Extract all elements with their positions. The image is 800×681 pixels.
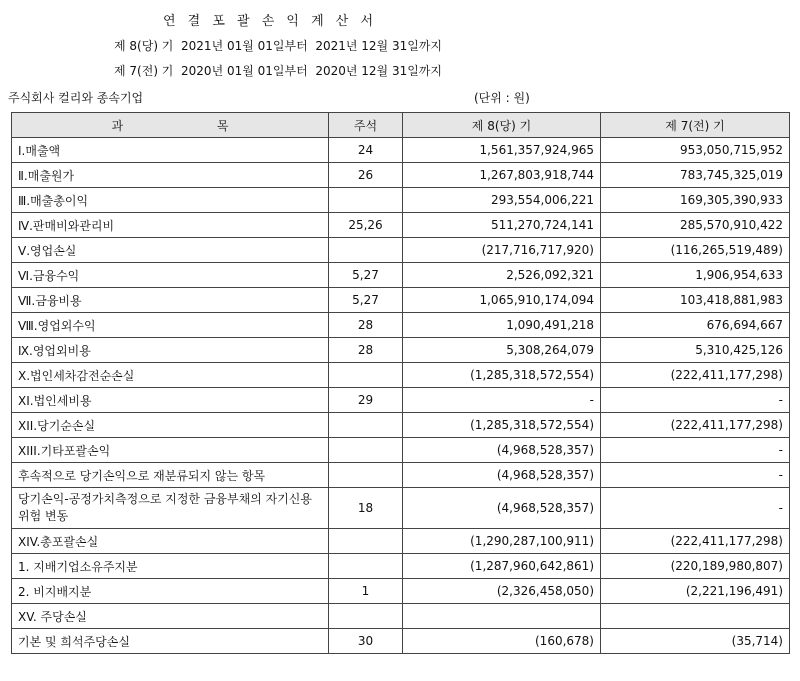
row-name: 1. 지배기업소유주지분	[12, 554, 329, 579]
row-prior: (222,411,177,298)	[601, 529, 790, 554]
row-current	[403, 604, 601, 629]
unit-label: (단위 : 원)	[474, 91, 530, 105]
table-row	[12, 138, 790, 163]
row-current: 1,090,491,218	[403, 313, 601, 338]
period-current: 제 8(당) 기 2021년 01월 01일부터 2021년 12월 31일까지	[114, 39, 442, 53]
table-row	[12, 313, 790, 338]
row-note: 25,26	[329, 213, 403, 238]
row-name: XIII.기타포괄손익	[12, 438, 329, 463]
row-current: 1,561,357,924,965	[403, 138, 601, 163]
row-name: Ⅰ.매출액	[12, 138, 329, 163]
table-row	[12, 388, 790, 413]
table-row	[12, 238, 790, 263]
row-name: 기본 및 희석주당손실	[12, 629, 329, 654]
row-name: Ⅵ.금융수익	[12, 263, 329, 288]
table-row	[12, 529, 790, 554]
row-current: (217,716,717,920)	[403, 238, 601, 263]
row-note	[329, 413, 403, 438]
row-current: 5,308,264,079	[403, 338, 601, 363]
period-prior: 제 7(전) 기 2020년 01월 01일부터 2020년 12월 31일까지	[114, 64, 442, 78]
row-note: 1	[329, 579, 403, 604]
row-prior: -	[601, 388, 790, 413]
row-note: 30	[329, 629, 403, 654]
income-statement-table	[11, 112, 790, 654]
row-name: XV. 주당손실	[12, 604, 329, 629]
row-note	[329, 363, 403, 388]
row-prior: 953,050,715,952	[601, 138, 790, 163]
row-note	[329, 604, 403, 629]
row-note	[329, 554, 403, 579]
row-current: (1,285,318,572,554)	[403, 363, 601, 388]
row-note: 24	[329, 138, 403, 163]
column-header-prior: 제 7(전) 기	[601, 113, 790, 138]
row-note	[329, 438, 403, 463]
row-current: (4,968,528,357)	[403, 438, 601, 463]
row-note: 26	[329, 163, 403, 188]
row-current: (1,287,960,642,861)	[403, 554, 601, 579]
row-prior: (35,714)	[601, 629, 790, 654]
table-row	[12, 413, 790, 438]
row-name: XI.법인세비용	[12, 388, 329, 413]
row-note: 29	[329, 388, 403, 413]
row-prior	[601, 604, 790, 629]
row-note: 5,27	[329, 263, 403, 288]
row-prior: 169,305,390,933	[601, 188, 790, 213]
row-current: 1,065,910,174,094	[403, 288, 601, 313]
row-note	[329, 463, 403, 488]
table-row	[12, 438, 790, 463]
row-note: 28	[329, 313, 403, 338]
row-name: Ⅷ.영업외수익	[12, 313, 329, 338]
row-name: Ⅶ.금융비용	[12, 288, 329, 313]
table-row	[12, 263, 790, 288]
column-header-note: 주석	[329, 113, 403, 138]
row-current: -	[403, 388, 601, 413]
row-name: XII.당기순손실	[12, 413, 329, 438]
table-row	[12, 579, 790, 604]
row-name: Ⅹ.법인세차감전순손실	[12, 363, 329, 388]
table-row	[12, 363, 790, 388]
row-note: 5,27	[329, 288, 403, 313]
row-current: (4,968,528,357)	[403, 463, 601, 488]
row-note: 28	[329, 338, 403, 363]
row-note	[329, 529, 403, 554]
row-current: (4,968,528,357)	[403, 488, 601, 529]
row-name: XIV.총포괄손실	[12, 529, 329, 554]
row-current: (2,326,458,050)	[403, 579, 601, 604]
row-note	[329, 238, 403, 263]
table-row	[12, 629, 790, 654]
table-row	[12, 463, 790, 488]
row-name: Ⅳ.판매비와관리비	[12, 213, 329, 238]
table-row	[12, 188, 790, 213]
row-current: (1,290,287,100,911)	[403, 529, 601, 554]
row-current: 1,267,803,918,744	[403, 163, 601, 188]
row-name: Ⅱ.매출원가	[12, 163, 329, 188]
row-prior: 5,310,425,126	[601, 338, 790, 363]
table-row	[12, 488, 790, 529]
statement-title: 연 결 포 괄 손 익 계 산 서	[162, 14, 378, 29]
table-row	[12, 338, 790, 363]
row-current: (160,678)	[403, 629, 601, 654]
row-prior: 285,570,910,422	[601, 213, 790, 238]
row-current: 293,554,006,221	[403, 188, 601, 213]
row-prior: 783,745,325,019	[601, 163, 790, 188]
row-name: Ⅲ.매출총이익	[12, 188, 329, 213]
row-prior: (220,189,980,807)	[601, 554, 790, 579]
row-name: 2. 비지배지분	[12, 579, 329, 604]
company-name: 주식회사 컬리와 종속기업	[8, 91, 144, 105]
row-prior: -	[601, 463, 790, 488]
row-note	[329, 188, 403, 213]
table-row	[12, 554, 790, 579]
row-prior: (222,411,177,298)	[601, 363, 790, 388]
row-prior: -	[601, 488, 790, 529]
row-prior: (222,411,177,298)	[601, 413, 790, 438]
table-row	[12, 213, 790, 238]
row-note: 18	[329, 488, 403, 529]
row-name: 후속적으로 당기손익으로 재분류되지 않는 항목	[12, 463, 329, 488]
row-current: 2,526,092,321	[403, 263, 601, 288]
row-prior: (116,265,519,489)	[601, 238, 790, 263]
table-row	[12, 604, 790, 629]
table-row	[12, 288, 790, 313]
row-prior: 103,418,881,983	[601, 288, 790, 313]
row-current: (1,285,318,572,554)	[403, 413, 601, 438]
column-header-current: 제 8(당) 기	[403, 113, 601, 138]
row-name: 당기손익-공정가치측정으로 지정한 금융부채의 자기신용위험 변동	[12, 488, 329, 529]
row-prior: 676,694,667	[601, 313, 790, 338]
row-prior: -	[601, 438, 790, 463]
row-name: Ⅴ.영업손실	[12, 238, 329, 263]
row-prior: (2,221,196,491)	[601, 579, 790, 604]
row-prior: 1,906,954,633	[601, 263, 790, 288]
table-header-row	[12, 113, 790, 138]
row-name: Ⅸ.영업외비용	[12, 338, 329, 363]
table-row	[12, 163, 790, 188]
column-header-subject: 과 목	[12, 113, 329, 138]
row-current: 511,270,724,141	[403, 213, 601, 238]
